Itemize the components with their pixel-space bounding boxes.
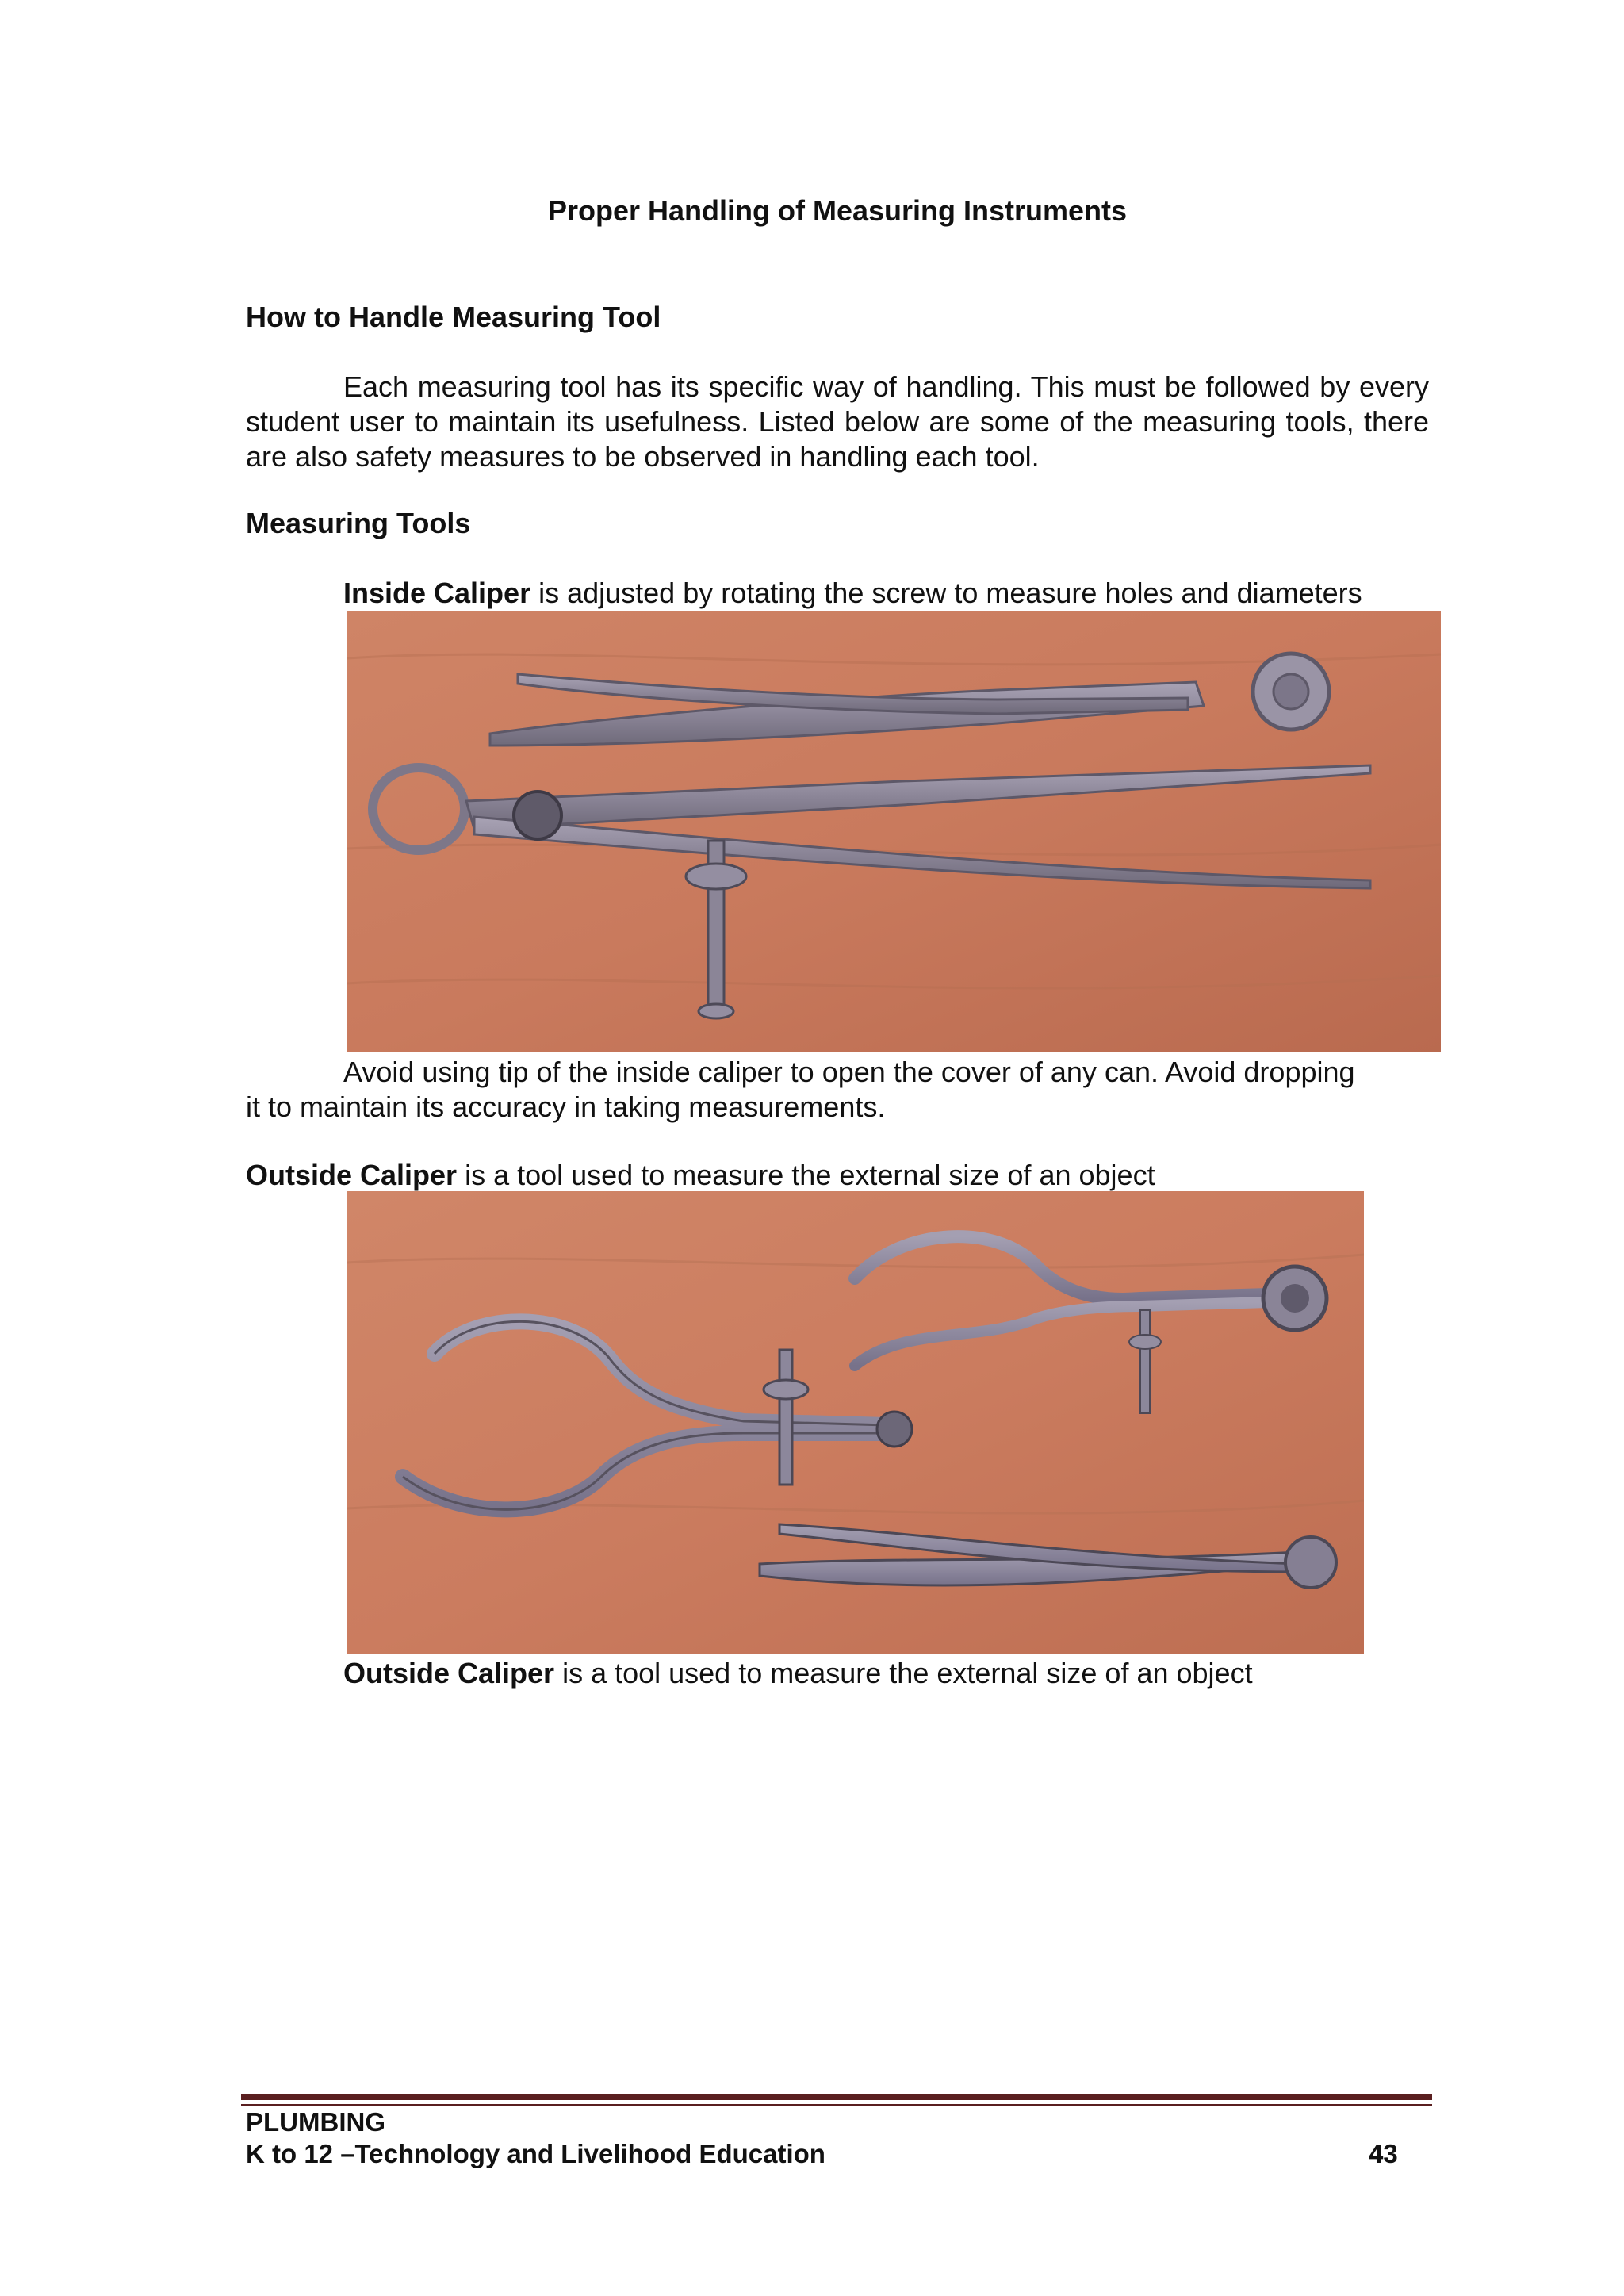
inside-caliper-term: Inside Caliper	[343, 577, 531, 609]
inside-caliper-definition: is adjusted by rotating the screw to measure holes and diameters	[530, 577, 1362, 609]
outside-caliper-definition: is a tool used to measure the external size of an object	[457, 1159, 1155, 1191]
outside-caliper-caption	[343, 1656, 1253, 1691]
inside-caliper-photo	[347, 611, 1441, 1052]
footer-rule-thick	[241, 2094, 1432, 2100]
outside-caliper-caption-term: Outside Caliper	[343, 1657, 555, 1689]
footer-page-number: 43	[1369, 2139, 1398, 2168]
outside-caliper-caption-definition: is a tool used to measure the external size of an object	[554, 1657, 1253, 1689]
footer-course: K to 12 –Technology and Livelihood Education	[246, 2139, 825, 2168]
inside-caliper-description	[343, 576, 1362, 611]
inside-caliper-care-line2: it to maintain its accuracy in taking measurements.	[246, 1091, 886, 1123]
intro-paragraph: Each measuring tool has its specific way of handling. This must be followed by every student user to maintain its usefulness. Listed below are some of the measuring tools, there are also safety measures to be observed in handling each tool.	[246, 370, 1429, 473]
outside-caliper-photo	[347, 1191, 1364, 1654]
outside-caliper-description	[246, 1158, 1155, 1193]
inside-caliper-care-line1: Avoid using tip of the inside caliper to open the cover of any can. Avoid dropping	[343, 1056, 1355, 1088]
page-title: Proper Handling of Measuring Instruments	[547, 194, 1128, 227]
footer-rule-thin	[241, 2104, 1432, 2106]
section-heading-measuring-tools: Measuring Tools	[246, 507, 471, 539]
outside-caliper-term: Outside Caliper	[246, 1159, 458, 1191]
section-heading-handling: How to Handle Measuring Tool	[246, 301, 661, 333]
footer-subject: PLUMBING	[246, 2107, 385, 2137]
